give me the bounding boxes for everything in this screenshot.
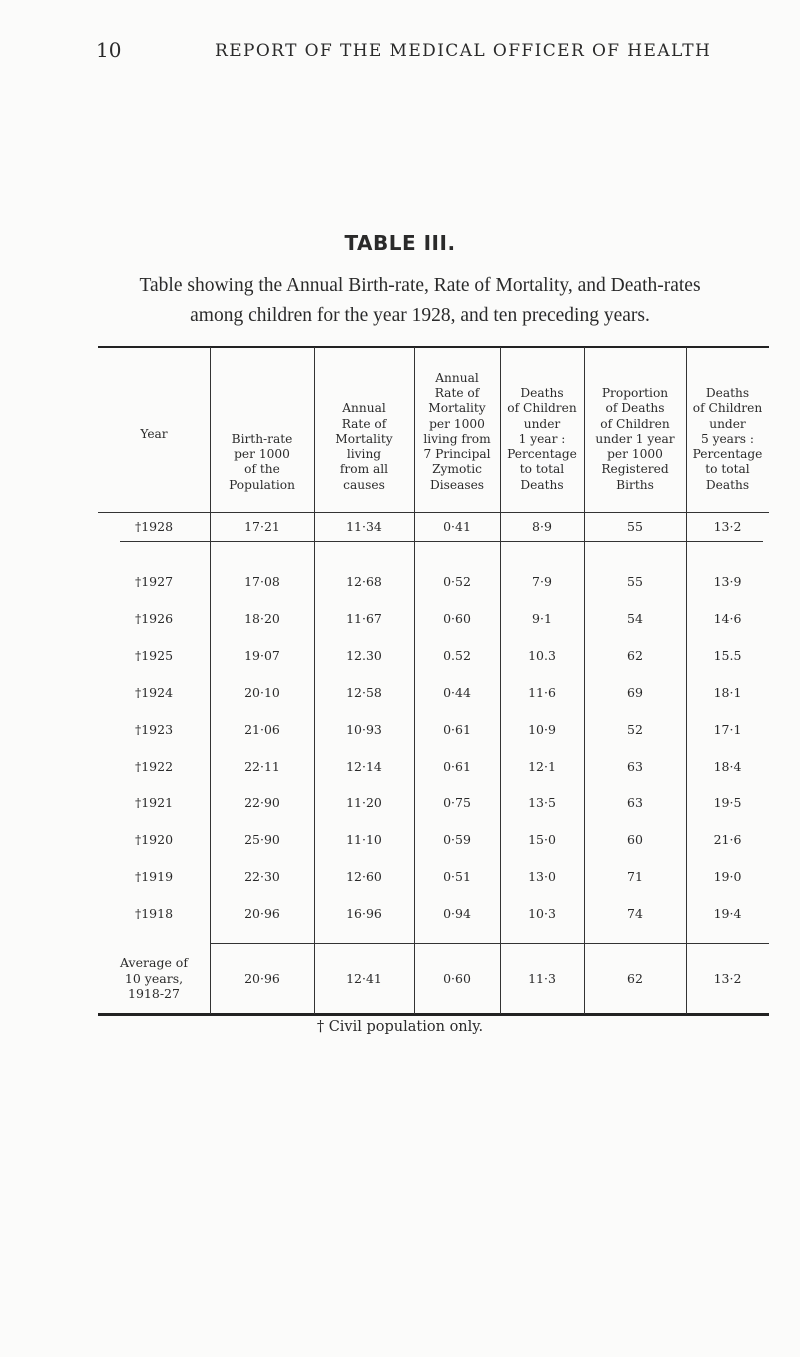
cell-mortality: 11·20 xyxy=(346,795,382,810)
cell-deaths-under-1: 10.3 xyxy=(528,648,556,663)
cell-deaths-under-1: 8·9 xyxy=(532,519,552,534)
row-year: †1925 xyxy=(134,648,174,663)
header-line: Population xyxy=(229,477,295,492)
cell-deaths-under-5: 19·0 xyxy=(713,869,742,884)
header-line: from all xyxy=(339,462,389,477)
cell-birth-rate: 22·90 xyxy=(244,795,280,810)
header-line: living from xyxy=(423,431,491,446)
header-line: Deaths xyxy=(705,477,750,492)
average-label xyxy=(98,955,210,1002)
cell-zymotic: 0.52 xyxy=(443,648,471,663)
cell-proportion: 54 xyxy=(627,611,643,626)
footnote: † Civil population only. xyxy=(316,1019,484,1035)
header-line: Rate of xyxy=(434,385,480,400)
row-year: †1924 xyxy=(134,685,174,700)
header-line: of Children xyxy=(692,401,763,416)
row-year: †1922 xyxy=(134,759,174,774)
header-line: Mortality xyxy=(335,431,393,446)
average-proportion: 62 xyxy=(627,971,643,986)
average-mortality: 12·41 xyxy=(346,971,382,986)
header-line: causes xyxy=(343,477,385,492)
cell-deaths-under-5: 18·1 xyxy=(713,685,742,700)
cell-mortality: 10·93 xyxy=(346,722,382,737)
row-year: †1923 xyxy=(134,722,174,737)
average-separator xyxy=(210,943,769,944)
row-year: †1919 xyxy=(134,869,174,884)
table-caption xyxy=(100,271,740,331)
cell-proportion: 74 xyxy=(627,906,643,921)
cell-birth-rate: 17·21 xyxy=(244,519,280,534)
cell-birth-rate: 22·30 xyxy=(244,869,280,884)
table-bottom-rule xyxy=(98,1013,769,1016)
cell-deaths-under-1: 7·9 xyxy=(532,574,552,589)
row-year: †1921 xyxy=(134,795,174,810)
cell-zymotic: 0·94 xyxy=(443,906,471,921)
table-header-rule xyxy=(98,512,769,513)
cell-zymotic: 0·52 xyxy=(443,574,471,589)
caption-line: among children for the year 1928, and ten preceding years. xyxy=(190,305,650,326)
row-year: †1928 xyxy=(134,519,174,534)
cell-mortality: 12.30 xyxy=(346,648,382,663)
header-line: under 1 year xyxy=(595,431,675,446)
cell-proportion: 62 xyxy=(627,648,643,663)
header-line: Birth-rate xyxy=(231,431,293,446)
cell-proportion: 71 xyxy=(627,869,643,884)
cell-mortality: 12·14 xyxy=(346,759,382,774)
header-line: Annual xyxy=(435,370,479,385)
cell-birth-rate: 25·90 xyxy=(244,832,280,847)
cell-birth-rate: 21·06 xyxy=(244,722,280,737)
cell-deaths-under-5: 13·9 xyxy=(713,574,742,589)
column-header-mortality xyxy=(314,347,414,493)
header-line: per 1000 xyxy=(234,447,290,462)
header-line: Births xyxy=(616,477,654,492)
cell-birth-rate: 22·11 xyxy=(244,759,280,774)
header-line: to total xyxy=(519,462,565,477)
average-deaths-under-1: 11·3 xyxy=(528,971,556,986)
cell-zymotic: 0·59 xyxy=(443,832,471,847)
cell-deaths-under-1: 10·9 xyxy=(528,722,556,737)
cell-zymotic: 0·75 xyxy=(443,795,471,810)
row-year: †1926 xyxy=(134,611,174,626)
cell-zymotic: 0·44 xyxy=(443,685,471,700)
row-year: †1920 xyxy=(134,832,174,847)
cell-deaths-under-1: 10·3 xyxy=(528,906,556,921)
cell-birth-rate: 20·96 xyxy=(244,906,280,921)
average-label-line: Average of xyxy=(120,955,188,970)
cell-birth-rate: 17·08 xyxy=(244,574,280,589)
cell-deaths-under-1: 12·1 xyxy=(528,759,556,774)
row-year: †1927 xyxy=(134,574,174,589)
cell-deaths-under-5: 19·4 xyxy=(713,906,742,921)
header-line: 1 year : xyxy=(518,431,566,446)
header-line: Annual xyxy=(342,401,386,416)
cell-proportion: 69 xyxy=(627,685,643,700)
header-line: living xyxy=(346,447,382,462)
cell-proportion: 55 xyxy=(627,574,643,589)
cell-mortality: 12·60 xyxy=(346,869,382,884)
header-line: of the xyxy=(244,462,280,477)
cell-deaths-under-1: 13·5 xyxy=(528,795,556,810)
header-line: under xyxy=(523,416,561,431)
average-label-line: 10 years, xyxy=(124,970,184,986)
column-header-zymotic xyxy=(414,347,500,493)
cell-deaths-under-5: 13·2 xyxy=(713,519,742,534)
cell-mortality: 11·10 xyxy=(346,832,382,847)
cell-mortality: 11·34 xyxy=(346,519,382,534)
cell-birth-rate: 18·20 xyxy=(244,611,280,626)
cell-deaths-under-5: 17·1 xyxy=(713,722,742,737)
column-header-year xyxy=(98,427,210,447)
cell-birth-rate: 19·07 xyxy=(244,648,280,663)
header-line: Zymotic xyxy=(432,462,482,477)
cell-deaths-under-5: 19·5 xyxy=(713,795,742,810)
header-line: per 1000 xyxy=(429,416,485,431)
cell-proportion: 52 xyxy=(627,722,643,737)
header-line: to total xyxy=(705,462,750,477)
header-line: per 1000 xyxy=(607,447,663,462)
header-line: Proportion xyxy=(601,385,669,400)
cell-mortality: 11·67 xyxy=(346,611,382,626)
cell-proportion: 63 xyxy=(627,795,643,810)
cell-zymotic: 0·41 xyxy=(443,519,471,534)
header-line: of Children xyxy=(507,401,577,416)
cell-zymotic: 0·60 xyxy=(443,611,471,626)
cell-deaths-under-1: 11·6 xyxy=(528,685,556,700)
row-separator xyxy=(120,541,763,542)
header-line: Deaths xyxy=(520,477,564,492)
cell-zymotic: 0·61 xyxy=(443,759,471,774)
column-header-proportion xyxy=(584,347,686,493)
header-line: 7 Principal xyxy=(423,447,491,462)
cell-deaths-under-5: 18·4 xyxy=(713,759,742,774)
header-line: under xyxy=(709,416,746,431)
running-head: REPORT OF THE MEDICAL OFFICER OF HEALTH xyxy=(215,41,712,61)
cell-proportion: 55 xyxy=(627,519,643,534)
header-line: Deaths xyxy=(520,385,564,400)
cell-mortality: 12·68 xyxy=(346,574,382,589)
cell-proportion: 63 xyxy=(627,759,643,774)
header-line: Year xyxy=(140,427,168,441)
average-birth-rate: 20·96 xyxy=(244,971,280,986)
cell-proportion: 60 xyxy=(627,832,643,847)
header-line: Percentage xyxy=(507,447,577,462)
header-line: Deaths xyxy=(705,385,750,400)
caption-line: Table showing the Annual Birth-rate, Rate of Mortality, and Death-rates xyxy=(139,275,701,296)
cell-mortality: 12·58 xyxy=(346,685,382,700)
average-label-line: 1918-27 xyxy=(128,986,180,1001)
cell-birth-rate: 20·10 xyxy=(244,685,280,700)
cell-deaths-under-1: 13·0 xyxy=(528,869,556,884)
page-number: 10 xyxy=(96,38,122,62)
cell-zymotic: 0·61 xyxy=(443,722,471,737)
header-line: of Deaths xyxy=(605,401,665,416)
column-header-deaths-under-1 xyxy=(500,347,584,493)
header-line: Diseases xyxy=(429,477,485,492)
table-title: TABLE III. xyxy=(344,231,456,255)
header-line: 5 years : xyxy=(700,431,755,446)
cell-deaths-under-5: 14·6 xyxy=(713,611,742,626)
header-line: of Children xyxy=(600,416,670,431)
cell-deaths-under-5: 15.5 xyxy=(713,648,742,663)
row-year: †1918 xyxy=(134,906,174,921)
average-deaths-under-5: 13·2 xyxy=(713,971,742,986)
cell-deaths-under-1: 9·1 xyxy=(532,611,552,626)
cell-mortality: 16·96 xyxy=(346,906,382,921)
header-line: Rate of xyxy=(341,416,387,431)
cell-zymotic: 0·51 xyxy=(443,869,471,884)
column-header-birth-rate xyxy=(210,347,314,493)
header-line: Mortality xyxy=(428,401,486,416)
header-line: Percentage xyxy=(692,447,763,462)
cell-deaths-under-5: 21·6 xyxy=(713,832,742,847)
column-header-deaths-under-5 xyxy=(686,347,769,493)
cell-deaths-under-1: 15·0 xyxy=(528,832,556,847)
average-zymotic: 0·60 xyxy=(443,971,471,986)
header-line: Registered xyxy=(601,462,669,477)
